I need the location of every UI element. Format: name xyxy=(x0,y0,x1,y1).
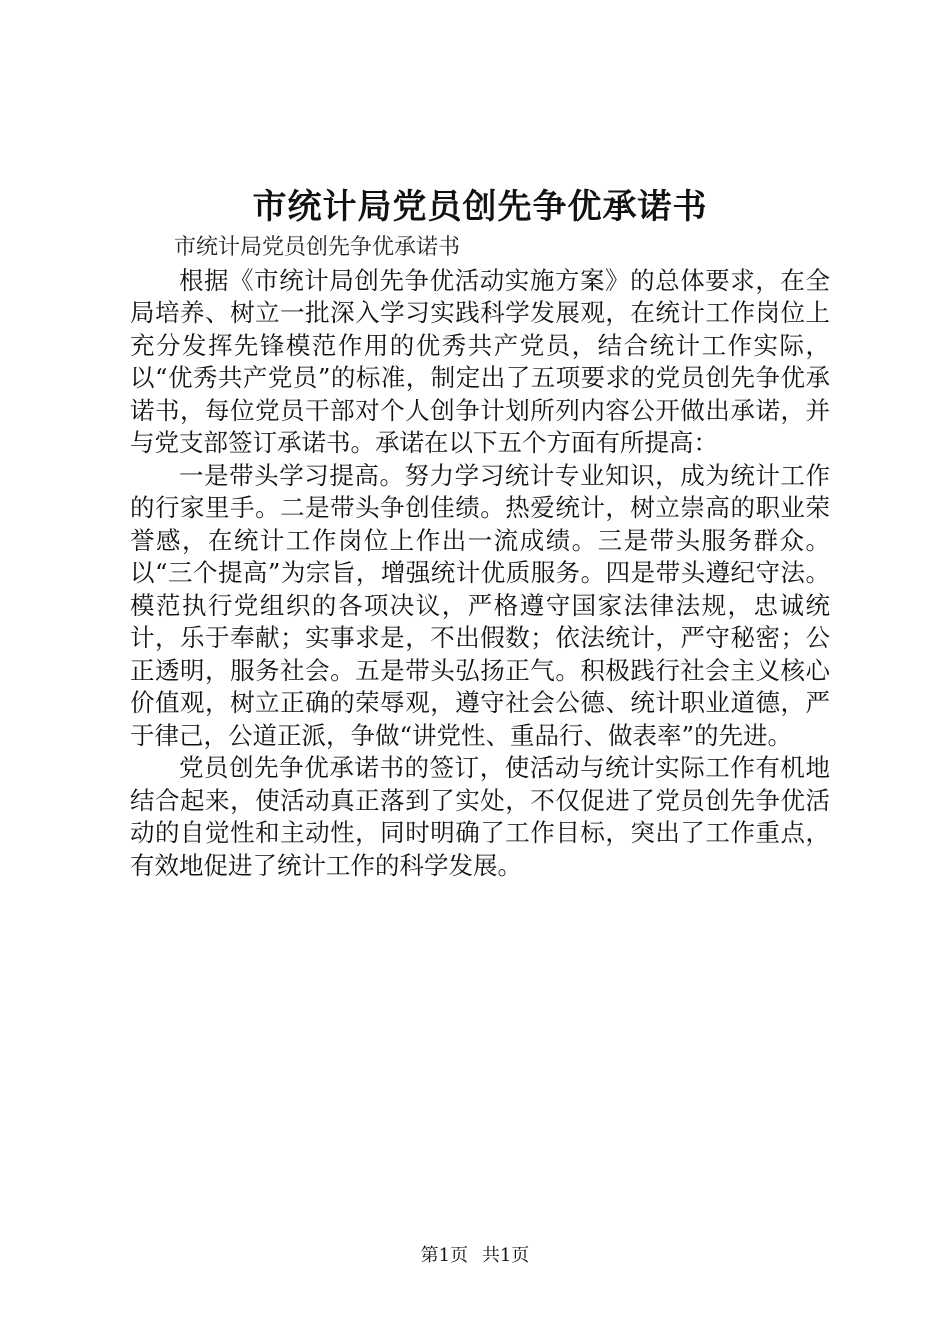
page-total: 共1页 xyxy=(481,1245,530,1266)
document-title: 市统计局党员创先争优承诺书 xyxy=(252,187,708,227)
document-body xyxy=(130,232,830,882)
document-subtitle: 市统计局党员创先争优承诺书 xyxy=(174,235,461,260)
paragraph-commitments: 一是带头学习提高。努力学习统计专业知识，成为统计工作的行家里手。二是带头争创佳绩。热爱统计，树立崇高的职业荣誉感，在统计工作岗位上作出一流成绩。三是带头服务群众。以“三个提高”为宗旨，增强统计优质服务。四是带头遵纪守法。模范执行党组织的各项决议，严格遵守国家法律法规，忠诚统计，乐于奉献；实事求是，不出假数；依法统计，严守秘密；公正透明，服务社会。五是带头弘扬正气。积极践行社会主义核心价值观，树立正确的荣辱观，遵守社会公德、统计职业道德，严于律己，公道正派，争做“讲党性、重品行、做表率”的先进。 xyxy=(130,460,830,750)
page-number: 第1页 xyxy=(420,1245,469,1266)
paragraph-conclusion: 党员创先争优承诺书的签订，使活动与统计实际工作有机地结合起来，使活动真正落到了实处，不仅促进了党员创先争优活动的自觉性和主动性，同时明确了工作目标，突出了工作重点，有效地促进了统计工作的科学发展。 xyxy=(130,753,830,880)
page-footer xyxy=(0,1244,950,1268)
paragraph-intro: 根据《市统计局创先争优活动实施方案》的总体要求，在全局培养、树立一批深入学习实践科学发展观，在统计工作岗位上充分发挥先锋模范作用的优秀共产党员，结合统计工作实际，以“优秀共产党员”的标准，制定出了五项要求的党员创先争优承诺书，每位党员干部对个人创争计划所列内容公开做出承诺，并与党支部签订承诺书。承诺在以下五个方面有所提高： xyxy=(130,265,830,457)
